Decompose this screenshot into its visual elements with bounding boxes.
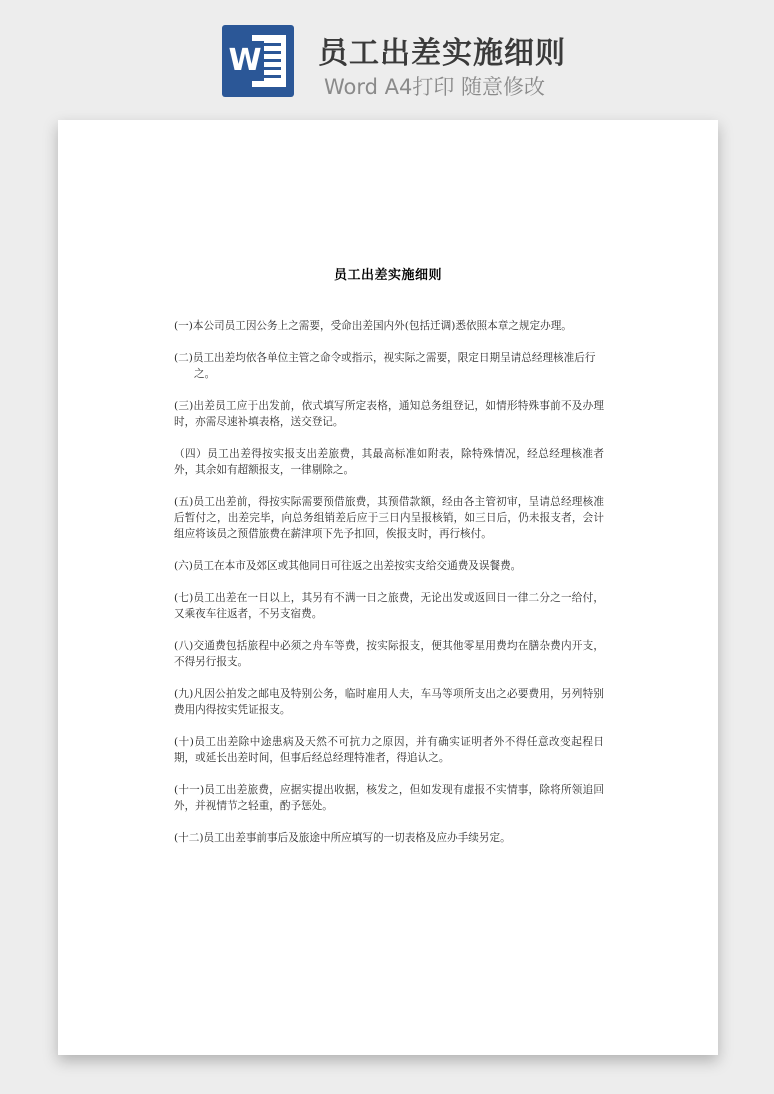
document-body <box>174 318 604 862</box>
paragraph-2 <box>174 350 604 382</box>
banner-subtitle: Word A4打印 随意修改 <box>324 75 546 99</box>
paragraph-2-line-2: 之。 <box>194 368 216 380</box>
paragraph-2-line-1: (二)员工出差均依各单位主管之命令或指示，视实际之需要，限定日期呈请总经理核准后行 <box>174 352 596 364</box>
paragraph-8: (八)交通费包括旅程中必须之舟车等费，按实际报支，便其他零星用费均在膳杂费内开支，不得另行报支。 <box>174 640 604 668</box>
document-page <box>58 120 718 1055</box>
header-banner <box>0 0 774 110</box>
paragraph-7: (七)员工出差在一日以上，其另有不满一日之旅费，无论出发或返回日一律二分之一给付，又乘夜车往返者，不另支宿费。 <box>174 592 604 620</box>
paragraph-12: (十二)员工出差事前事后及旅途中所应填写的一切表格及应办手续另定。 <box>174 832 511 844</box>
paragraph-5: (五)员工出差前，得按实际需要预借旅费，其预借款额，经由各主管初审，呈请总经理核准后暂付之，出差完毕，向总务组销差后应于三日内呈报核销，如三日后，仍未报支者，会计组应将该员之预借旅费在薪津项下先予扣回，俟报支时，再行核付。 <box>174 496 604 540</box>
paragraph-10: (十)员工出差除中途患病及天然不可抗力之原因，并有确实证明者外不得任意改变起程日期，或延长出差时间，但事后经总经理特准者，得追认之。 <box>174 736 604 764</box>
paragraph-3: (三)出差员工应于出发前，依式填写所定表格，通知总务组登记，如情形特殊事前不及办理时，亦需尽速补填表格，送交登记。 <box>174 400 604 428</box>
paragraph-6: (六)员工在本市及郊区或其他同日可往返之出差按实支给交通费及误餐费。 <box>174 560 522 572</box>
paragraph-4: （四）员工出差得按实报支出差旅费，其最高标准如附表，除特殊情况，经总经理核准者外，其余如有超额报支，一律剔除之。 <box>174 448 604 476</box>
banner-title: 员工出差实施细则 <box>318 36 566 71</box>
word-icon-letter: W <box>226 41 264 81</box>
paragraph-9: (九)凡因公拍发之邮电及特别公务，临时雇用人夫，车马等项所支出之必要费用，另列特别费用内得按实凭证报支。 <box>174 688 604 716</box>
word-app-icon <box>222 25 294 97</box>
paragraph-11: (十一)员工出差旅费，应据实提出收据，核发之，但如发现有虚报不实情事，除将所领追回外，并视情节之轻重，酌予惩处。 <box>174 784 604 812</box>
document-title: 员工出差实施细则 <box>333 268 442 283</box>
paragraph-1: (一)本公司员工因公务上之需要，受命出差国内外(包括迁调)悉依照本章之规定办理。 <box>174 320 572 332</box>
